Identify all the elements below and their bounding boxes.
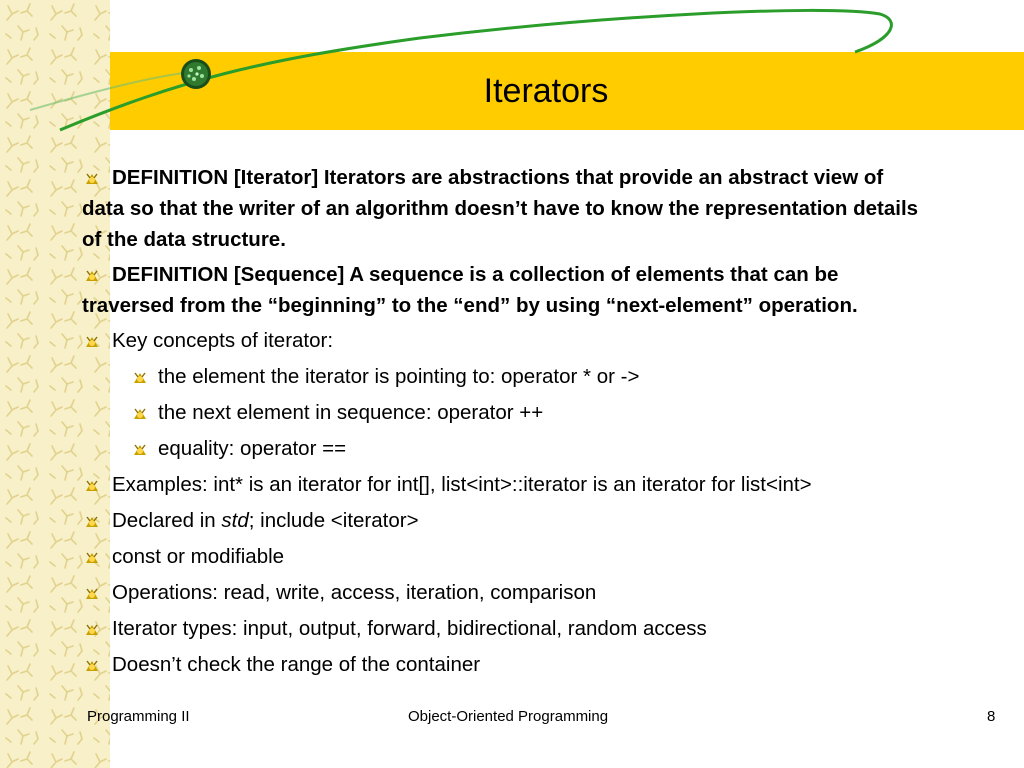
list-item-text <box>112 509 419 532</box>
list-item <box>82 325 922 356</box>
list-item-text: Operations: read, write, access, iteration, comparison <box>112 581 597 604</box>
list-item-text: the next element in sequence: operator ++ <box>158 401 544 424</box>
list-item-text: DEFINITION [Sequence] A sequence is a collection of elements that can be traversed from the “beginning” to the “end” by using “next-element” operation. <box>82 263 858 317</box>
star-bullet-icon <box>84 170 100 186</box>
bullet-list <box>82 162 922 685</box>
star-bullet-icon <box>84 621 100 637</box>
star-bullet-icon <box>84 477 100 493</box>
list-item <box>82 613 922 644</box>
star-bullet-icon <box>132 441 148 457</box>
star-bullet-icon <box>84 513 100 529</box>
footer-center-text: Object-Oriented Programming <box>408 708 609 725</box>
text-prefix: Declared in <box>112 509 222 532</box>
list-item-text: Doesn’t check the range of the container <box>112 653 481 676</box>
star-bullet-icon <box>84 333 100 349</box>
list-item <box>82 649 922 680</box>
list-item <box>82 469 922 500</box>
star-bullet-icon <box>84 585 100 601</box>
list-item-text: equality: operator == <box>158 437 347 460</box>
page-number: 8 <box>987 708 996 725</box>
text-suffix: ; include <iterator> <box>248 509 419 532</box>
star-bullet-icon <box>84 267 100 283</box>
list-item-text: Examples: int* is an iterator for int[], list<int>::iterator is an iterator for list<int> <box>112 473 812 496</box>
list-subitem <box>82 397 922 428</box>
list-item <box>82 577 922 608</box>
list-item-text: DEFINITION [Iterator] Iterators are abstractions that provide an abstract view of data so that the writer of an algorithm doesn’t have to know the representation details of the data structure. <box>82 166 919 251</box>
list-item <box>82 505 922 536</box>
star-bullet-icon <box>132 369 148 385</box>
list-item-text: the element the iterator is pointing to: operator * or -> <box>158 365 640 388</box>
list-item-text: const or modifiable <box>112 545 285 568</box>
list-item <box>82 162 922 255</box>
list-item-text: Iterator types: input, output, forward, bidirectional, random access <box>112 617 707 640</box>
footer-left-text: Programming II <box>87 708 190 725</box>
star-bullet-icon <box>132 405 148 421</box>
list-item <box>82 541 922 572</box>
slide-title: Iterators <box>483 72 609 110</box>
star-bullet-icon <box>84 657 100 673</box>
emphasized-text: std <box>221 509 249 532</box>
star-bullet-icon <box>84 549 100 565</box>
list-item <box>82 259 922 321</box>
list-item-text: Key concepts of iterator: <box>112 329 334 352</box>
list-subitem <box>82 361 922 392</box>
list-subitem <box>82 433 922 464</box>
